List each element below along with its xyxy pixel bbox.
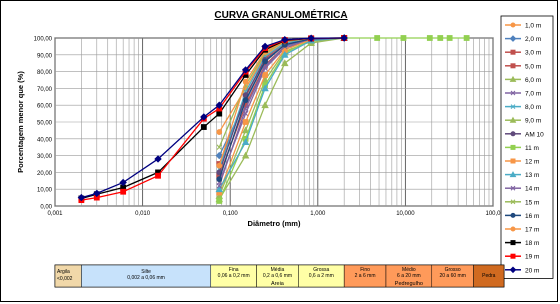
class-range-pedreg-fino: 2 a 6 mm: [354, 273, 376, 279]
data-point: [217, 199, 222, 204]
class-name-argila: Argila: [57, 269, 70, 275]
data-point: [263, 73, 268, 78]
legend-label: 13 m: [525, 172, 540, 180]
legend-label: 16 m: [525, 212, 540, 220]
legend-label: 3,0 m: [525, 49, 542, 57]
legend-label: AM 10: [525, 131, 544, 139]
data-point: [438, 36, 443, 41]
x-tick-label: 0,001: [47, 211, 63, 217]
data-point: [217, 177, 222, 182]
x-axis-label: Diâmetro (mm): [247, 219, 301, 228]
y-tick-label: 50,00: [36, 120, 52, 127]
y-tick-label: 90,00: [36, 53, 52, 60]
legend-label: 7,0 m: [525, 90, 542, 98]
legend-swatch-marker: [511, 241, 515, 245]
chart-svg: [1, 1, 559, 303]
legend-label: 12 m: [525, 158, 540, 166]
class-name-pedreg-fino: Fino: [360, 267, 370, 273]
class-name-areia-media: Média: [270, 267, 285, 273]
data-point: [217, 111, 222, 116]
x-tick-label: 10,000: [396, 211, 415, 217]
class-range-areia-media: 0,2 a 0,6 mm: [262, 273, 293, 279]
class-name-pedra: Pedra: [482, 273, 496, 279]
class-name-silte: Silte: [141, 269, 151, 275]
y-tick-label: 30,00: [36, 154, 52, 161]
class-range-silte: 0,002 a 0,06 mm: [127, 275, 165, 281]
legend-swatch-marker: [511, 64, 515, 68]
y-tick-label: 20,00: [36, 170, 52, 177]
legend-label: 6,0 m: [525, 76, 542, 84]
legend-label: 19 m: [525, 253, 540, 261]
legend-swatch-marker: [511, 145, 515, 149]
group-label-pedregulho: Pedregulho: [394, 281, 423, 287]
class-name-areia-grossa: Grossa: [313, 267, 330, 273]
legend-label: 2,0 m: [525, 36, 542, 44]
data-point: [243, 98, 248, 103]
data-point: [375, 36, 380, 41]
legend-swatch-marker: [511, 23, 515, 27]
class-name-areia-fina: Fina: [228, 267, 239, 273]
data-point: [243, 120, 248, 125]
chart-title: CURVA GRANULOMÉTRICA: [214, 10, 348, 21]
class-name-pedreg-medio: Médio: [402, 267, 416, 273]
legend-label: 1,0 m: [525, 22, 542, 30]
y-tick-label: 100,00: [33, 36, 52, 43]
data-point: [217, 163, 222, 168]
y-tick-label: 60,00: [36, 103, 52, 110]
y-tick-label: 0,00: [40, 204, 52, 211]
group-label-areia: Areia: [271, 281, 284, 287]
x-tick-label: 0,100: [222, 211, 238, 217]
y-tick-label: 80,00: [36, 70, 52, 77]
legend-label: 11 m: [525, 144, 539, 152]
data-point: [263, 59, 268, 64]
data-point: [121, 189, 126, 194]
legend-label: 15 m: [525, 199, 540, 207]
legend-label: 8,0 m: [525, 104, 542, 112]
y-tick-label: 70,00: [36, 86, 52, 93]
class-range-pedreg-grosso: 20 a 60 mm: [439, 273, 466, 279]
x-tick-label: 100,0: [485, 211, 501, 217]
y-axis-label: Porcentagem menor que (%): [16, 71, 25, 173]
legend-swatch-marker: [511, 254, 515, 258]
class-range-pedreg-medio: 6 a 20 mm: [397, 273, 421, 279]
data-point: [243, 79, 248, 84]
y-tick-label: 40,00: [36, 137, 52, 144]
legend-label: 9,0 m: [525, 117, 542, 125]
class-range-areia-fina: 0,06 a 0,2 mm: [217, 273, 250, 279]
legend-swatch-marker: [511, 213, 515, 217]
x-tick-label: 0,010: [135, 211, 151, 217]
legend-label: 17 m: [525, 226, 540, 234]
data-point: [401, 36, 406, 41]
legend-label: 18 m: [525, 240, 540, 248]
legend-swatch-marker: [511, 50, 515, 54]
class-range-argila: <0,002: [57, 276, 73, 282]
data-point: [217, 130, 222, 135]
y-tick-label: 10,00: [36, 187, 52, 194]
data-point: [427, 36, 432, 41]
data-point: [156, 173, 161, 178]
data-point: [447, 36, 452, 41]
class-range-areia-grossa: 0,6 a 2 mm: [308, 273, 334, 279]
class-name-pedreg-grosso: Grosso: [444, 267, 461, 273]
legend-swatch-marker: [511, 227, 515, 231]
legend-label: 20 m: [525, 267, 540, 275]
legend-label: 5,0 m: [525, 63, 542, 71]
x-tick-label: 1,000: [310, 211, 326, 217]
data-point: [201, 125, 206, 130]
legend-swatch-marker: [511, 159, 515, 163]
legend-swatch-marker: [511, 132, 515, 136]
legend-label: 14 m: [525, 185, 540, 193]
data-point: [464, 36, 469, 41]
